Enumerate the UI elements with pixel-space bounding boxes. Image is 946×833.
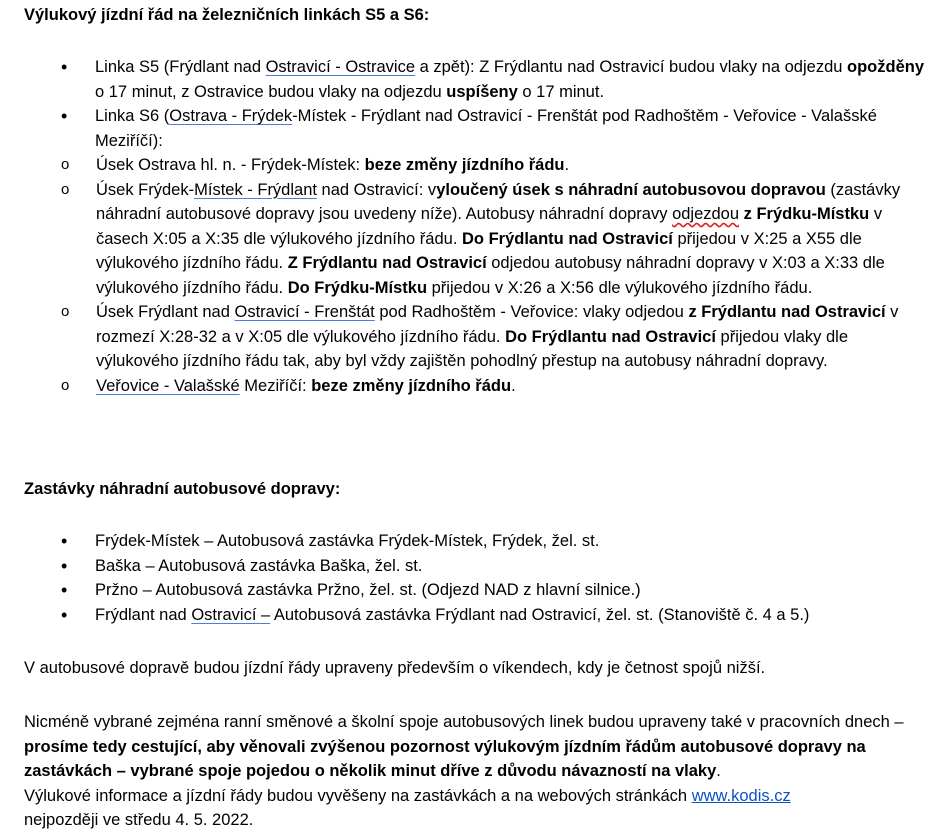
section-ostrava-frydek: o Úsek Ostrava hl. n. - Frýdek-Místek: beze změny jízdního řádu. [24,153,929,178]
list-item-s5: • Linka S5 (Frýdlant nad Ostravicí - Ostravice a zpět): Z Frýdlantu nad Ostravicí budou vlaky na odjezdu opožděny o 17 minut, z Ostravice budou vlaky na odjezdu uspíšeny o 17 minut. [24,55,929,104]
stop-baska: • Baška – Autobusová zastávka Baška, žel. st. [24,554,929,579]
kodis-link[interactable]: www.kodis.cz [691,786,791,805]
s6-sections-list [24,153,929,398]
section-frydlant-verovice: o Úsek Frýdlant nad Ostravicí - Frenštát pod Radhoštěm - Veřovice: vlaky odjedou z Frýdlantu nad Ostravicí v rozmezí X:28-32 a v X:05 dle výlukového jízdního řádu. Do Frýdlantu nad Ostravicí přijedou vlaky dle výlukového jízdního řádu tak, aby byl vždy zajištěn pohodlný přestup na autobusy náhradní dopravy. [24,300,929,374]
bus-stops-list [24,529,929,627]
rail-lines-list [24,55,929,398]
stop-frydlant: • Frýdlant nad Ostravicí – Autobusová zastávka Frýdlant nad Ostravicí, žel. st. (Stanoviště č. 4 a 5.) [24,603,929,628]
stop-przno: • Pržno – Autobusová zastávka Pržno, žel. st. (Odjezd NAD z hlavní silnice.) [24,578,929,603]
paragraph-weekend-note: V autobusové dopravě budou jízdní řády upraveny především o víkendech, kdy je četnost spojů nižší. [24,659,766,677]
section-verovice-valmez: o Veřovice - Valašské Meziříčí: beze změny jízdního řádu. [24,374,929,399]
list-item-s6: • Linka S6 (Ostrava - Frýdek-Místek - Frýdlant nad Ostravicí - Frenštát pod Radhoštěm - Veřovice - Valašské Meziříčí): o Úsek Ostrava hl. n. - Frýdek-Místek: beze změny jízdního řádu. o Úsek Frýdek-Místek - Frýdlant nad Ostravicí: vyloučený úsek s náhradní autobusovou dopravou (zastávky náhradní autobusové dopravy jsou uvedeny níže). Autobusy náhradní dopravy odjezdou z Frýdku-Místku v časech X:05 a X:35 dle výlukového jízdního řádu. Do Frýdlantu nad Ostravicí přijedou v X:25 a X55 dle výlukového jízdního řádu. Z Frýdlantu nad Ostravicí odjedou autobusy náhradní dopravy v X:03 a X:33 dle výlukového jízdního řádu. Do Frýdku-Místku přijedou v X:26 a X:56 dle výlukového jízdního řádu. o Úsek Frýdlant nad Ostravicí - Frenštát pod Radhoštěm - Veřovice: vlaky odjedou z Frýdlantu nad Ostravicí v rozmezí X:28-32 a v X:05 dle výlukového jízdního řádu. Do Frýdlantu nad Ostravicí přijedou vlaky dle výlukového jízdního řádu tak, aby byl vždy zajištěn pohodlný přestup na autobusy náhradní dopravy. o Veřovice - Valašské Meziříčí: beze změny jízdního řádu. [24,104,929,398]
stop-frydek-mistek: • Frýdek-Místek – Autobusová zastávka Frýdek-Místek, Frýdek, žel. st. [24,529,929,554]
paragraph-workday-note: Nicméně vybrané zejména ranní směnové a školní spoje autobusových linek budou upraveny také v pracovních dnech – prosíme tedy cestující, aby věnovali zvýšenou pozornost výlukovým jízdním řádům autobusové dopravy na zastávkách – vybrané spoje pojedou o několik minut dříve z důvodu návazností na vlaky. Výlukové informace a jízdní řády budou vyvěšeny na zastávkách a na webových stránkách www.kodis.cz nejpozději ve středu 4. 5. 2022. [24,713,904,829]
section-frydek-frydlant: o Úsek Frýdek-Místek - Frýdlant nad Ostravicí: vyloučený úsek s náhradní autobusovou dopravou (zastávky náhradní autobusové dopravy jsou uvedeny níže). Autobusy náhradní dopravy odjezdou z Frýdku-Místku v časech X:05 a X:35 dle výlukového jízdního řádu. Do Frýdlantu nad Ostravicí přijedou v X:25 a X55 dle výlukového jízdního řádu. Z Frýdlantu nad Ostravicí odjedou autobusy náhradní dopravy v X:03 a X:33 dle výlukového jízdního řádu. Do Frýdku-Místku přijedou v X:26 a X:56 dle výlukového jízdního řádu. [24,178,929,301]
heading-rail-lines: Výlukový jízdní řád na železničních linkách S5 a S6: [24,6,430,24]
heading-bus-stops: Zastávky náhradní autobusové dopravy: [24,480,341,498]
